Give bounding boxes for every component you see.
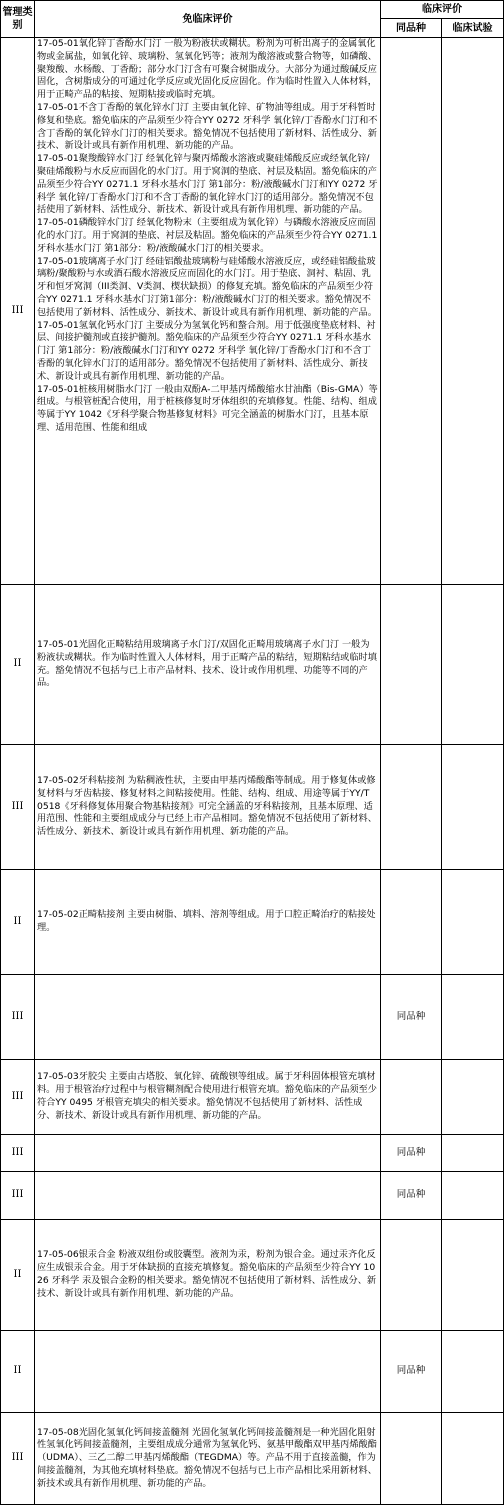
table-row bbox=[1, 1331, 504, 1413]
product-description: 17-05-02牙科粘接剂 为粘稠液性状，主要由甲基丙烯酸酯等制成。用于修复体或修复材料与牙齿粘接、修复材料之间粘接使用。性能、结构、组成、用途等属于YY/T 0518《牙科修复体用聚合物基粘接剂》可完全涵盖的牙科粘接剂，且基本原理、适用范围、性能和主要组成成分与已经上市产品相同。豁免情况不包括使用了新材料、活性成分、新技术、新设计或具有新作用机理、新功能的产品。 bbox=[37, 775, 377, 838]
exempt-description-cell bbox=[35, 1172, 381, 1220]
table-row bbox=[1, 585, 504, 745]
category-cell: III bbox=[1, 38, 35, 585]
product-description: 17-05-01聚羧酸锌水门汀 经氧化锌与聚丙烯酸水溶液或聚硅烯酸反应或经氧化锌/聚硅烯酸粉与水反应而固化的水门汀。用于窝洞的垫底、衬层及粘固。豁免临床的产品须至少符合YY 0271.1 牙科水基水门汀 第1部分：粉/液酸碱水门汀和YY 0272 牙科学 氧化锌/丁香酚水门汀和不含丁香酚的氧化锌水门汀的适用部分。豁免情况不包括使用了新材料、活性成分、新技术、新设计或具有新作用机理、新功能的产品。 bbox=[37, 153, 378, 216]
exempt-description-cell bbox=[35, 745, 381, 870]
same-variety-cell: 同品种 bbox=[381, 1331, 442, 1413]
exempt-description-cell bbox=[35, 585, 381, 745]
category-cell: III bbox=[1, 1135, 35, 1172]
clinical-trial-cell bbox=[442, 1331, 504, 1413]
clinical-trial-cell bbox=[442, 38, 504, 585]
clinical-trial-cell bbox=[442, 745, 504, 870]
clinical-trial-cell bbox=[442, 1413, 504, 1505]
table-row bbox=[1, 870, 504, 975]
same-variety-cell bbox=[381, 38, 442, 585]
product-description: 17-05-03牙胶尖 主要由古塔胶、氧化锌、硫酸钡等组成。属于牙科固体根管充填材料。用于根管治疗过程中与根管糊剂配合使用进行根管充填。豁免临床的产品须至少符合YY 0495 牙根管充填尖的相关要求。豁免情况不包括使用了新材料、活性成分、新技术、新设计或具有新作用机理、新功能的产品。 bbox=[37, 1071, 377, 1121]
table-row bbox=[1, 975, 504, 1060]
table-row bbox=[1, 745, 504, 870]
exempt-description-cell bbox=[35, 38, 381, 585]
product-description: 17-05-01桩核用树脂水门汀 一般由双酚A-二甲基丙烯酸缩水甘油酯（Bis-GMA）等组成。与根管桩配合使用，用于桩核修复时牙体组织的充填修复。性能、结构、组成等属于YY 1042《牙科学聚合物基修复材料》可完全涵盖的树脂水门汀，且基本原理、适用范围、性能和组成 bbox=[37, 383, 378, 433]
clinical-trial-cell bbox=[442, 1220, 504, 1331]
product-description: 17-05-08光固化氢氧化钙间接盖髓剂 光固化氢氧化钙间接盖髓剂是一种光固化阻射性氢氧化钙间接盖髓剂，主要组成成分通常为氢氧化钙、氨基甲酸酯双甲基丙烯酸酯（UDMA）、三乙二醇二甲基丙烯酸酯（TEGDMA）等。产品不用于直接盖髓，作为间接盖髓剂，为其他充填材料垫底。豁免情况不包括与已上市产品相比采用新材料、新技术或具有新作用机理、新功能的产品。 bbox=[37, 1426, 377, 1489]
category-cell: II bbox=[1, 1220, 35, 1331]
clinical-trial-cell bbox=[442, 1060, 504, 1135]
clinical-trial-cell bbox=[442, 1172, 504, 1220]
category-cell: II bbox=[1, 870, 35, 975]
category-cell: III bbox=[1, 1172, 35, 1220]
category-cell: II bbox=[1, 1331, 35, 1413]
product-description: 17-05-01磷酸锌水门汀 经氧化物粉末（主要组成为氧化锌）与磷酸水溶液反应而固化的水门汀。用于窝洞的垫底、衬层及粘固。豁免临床的产品须至少符合YY 0271.1 牙科水基水门汀 第1部分：粉/液酸碱水门汀的相关要求。 bbox=[37, 217, 378, 254]
table-row bbox=[1, 1060, 504, 1135]
clinical-trial-cell bbox=[442, 975, 504, 1060]
product-description: 17-05-06银汞合金 粉液双组份或胶囊型。液剂为汞，粉剂为银合金。通过汞齐化反应生成银汞合金。用于牙体缺损的直接充填修复。豁免临床的产品须至少符合YY 1026 牙科学 汞及银合金粉的相关要求。豁免情况不包括使用了新材料、活性成分、新技术、新设计或具有新作用机理、新功能的产品。 bbox=[37, 1249, 377, 1299]
table-row bbox=[1, 1135, 504, 1172]
clinical-trial-cell bbox=[442, 585, 504, 745]
product-description: 17-05-01氧化锌丁香酚水门汀 一般为粉液状或糊状。粉剂为可析出离子的金属氧化物或金属盐，如氧化锌、玻璃粉、氢氧化钙等；液剂为酸溶液或螯合物等，如磷酸、聚羧酸、水杨酸、丁香酚；部分水门汀含有可聚合树脂成分。大部分为通过酸碱反应固化，含树脂成分的可通过化学反应或光固化反应固化。作为临时性置入人体材料，用于正畸产品的粘接、短期粘接或临时充填。 bbox=[37, 38, 377, 101]
table-row bbox=[1, 1413, 504, 1505]
clinical-trial-cell bbox=[442, 870, 504, 975]
table-row bbox=[1, 1220, 504, 1331]
exempt-description-cell bbox=[35, 1331, 381, 1413]
same-variety-cell bbox=[381, 745, 442, 870]
product-description: 17-05-02正畸粘接剂 主要由树脂、填料、溶剂等组成。用于口腔正畸治疗的粘接处理。 bbox=[37, 909, 376, 933]
header-trial: 临床试验 bbox=[442, 19, 504, 38]
same-variety-cell bbox=[381, 1220, 442, 1331]
exempt-description-cell bbox=[35, 1220, 381, 1331]
product-description: 17-05-01不含丁香酚的氧化锌水门汀 主要由氧化锌、矿物油等组成。用于牙科暂时修复和垫底。豁免临床的产品须至少符合YY 0272 牙科学 氧化锌/丁香酚水门汀和不含丁香酚的氧化锌水门汀的相关要求。豁免情况不包括使用了新材料、活性成分、新技术、新设计或具有新作用机理、新功能的产品。 bbox=[37, 101, 378, 152]
exempt-description-cell bbox=[35, 1060, 381, 1135]
product-description: 17-05-01玻璃离子水门汀 经硅铝酸盐玻璃粉与硅烯酸水溶液反应，或经硅铝酸盐玻璃粉/聚酸粉与水或酒石酸水溶液反应而固化的水门汀。用于垫底、洞衬、粘固、乳牙和恒牙窝洞（III类洞、V类洞、楔状缺损）的修复充填。豁免临床的产品须至少符合YY 0271.1 牙科水基水门汀第1部分：粉/液酸碱水门汀的相关要求。豁免情况不包括使用了新材料、活性成分、新技术、新设计或具有新作用机理、新功能的产品。 bbox=[37, 255, 377, 318]
clinical-trial-cell bbox=[442, 1135, 504, 1172]
exempt-description-cell bbox=[35, 1135, 381, 1172]
same-variety-cell: 同品种 bbox=[381, 1172, 442, 1220]
same-variety-cell bbox=[381, 1060, 442, 1135]
table-row bbox=[1, 1172, 504, 1220]
same-variety-cell bbox=[381, 585, 442, 745]
category-cell: III bbox=[1, 745, 35, 870]
product-description: 17-05-01氢氧化钙水门汀 主要成分为氢氧化钙和螯合剂。用于低强度垫底材料、衬层、间接护髓剂或直接护髓剂。豁免临床的产品须至少符合YY 0271.1 牙科水基水门汀 第1部分：粉/液酸碱水门汀和YY 0272 牙科学 氧化锌/丁香酚水门汀和不含丁香酚的氧化锌水门汀的适用部分。豁免情况不包括使用了新材料、活性成分、新技术、新设计或具有新作用机理、新功能的产品。 bbox=[37, 319, 376, 382]
table-row bbox=[1, 38, 504, 585]
category-cell: III bbox=[1, 975, 35, 1060]
header-exempt: 免临床评价 bbox=[35, 1, 381, 38]
category-cell: II bbox=[1, 585, 35, 745]
same-variety-cell bbox=[381, 1413, 442, 1505]
product-description: 17-05-01光固化正畸粘结用玻璃离子水门汀/双固化正畸用玻璃离子水门汀 一般为粉液状或糊状。作为临时性置入人体材料，用于正畸产品的粘结，短期粘结或临时填充。豁免情况不包括与已上市产品材料、技术、设计或作用机理、功能等不同的产品。 bbox=[37, 638, 377, 689]
header-category: 管理类别 bbox=[1, 1, 35, 38]
exempt-description-cell bbox=[35, 975, 381, 1060]
same-variety-cell bbox=[381, 870, 442, 975]
category-cell: III bbox=[1, 1413, 35, 1505]
category-cell: III bbox=[1, 1060, 35, 1135]
same-variety-cell: 同品种 bbox=[381, 975, 442, 1060]
exempt-description-cell bbox=[35, 870, 381, 975]
header-clinical: 临床评价 bbox=[381, 1, 504, 19]
exempt-description-cell bbox=[35, 1413, 381, 1505]
same-variety-cell: 同品种 bbox=[381, 1135, 442, 1172]
header-same: 同品种 bbox=[381, 19, 442, 38]
